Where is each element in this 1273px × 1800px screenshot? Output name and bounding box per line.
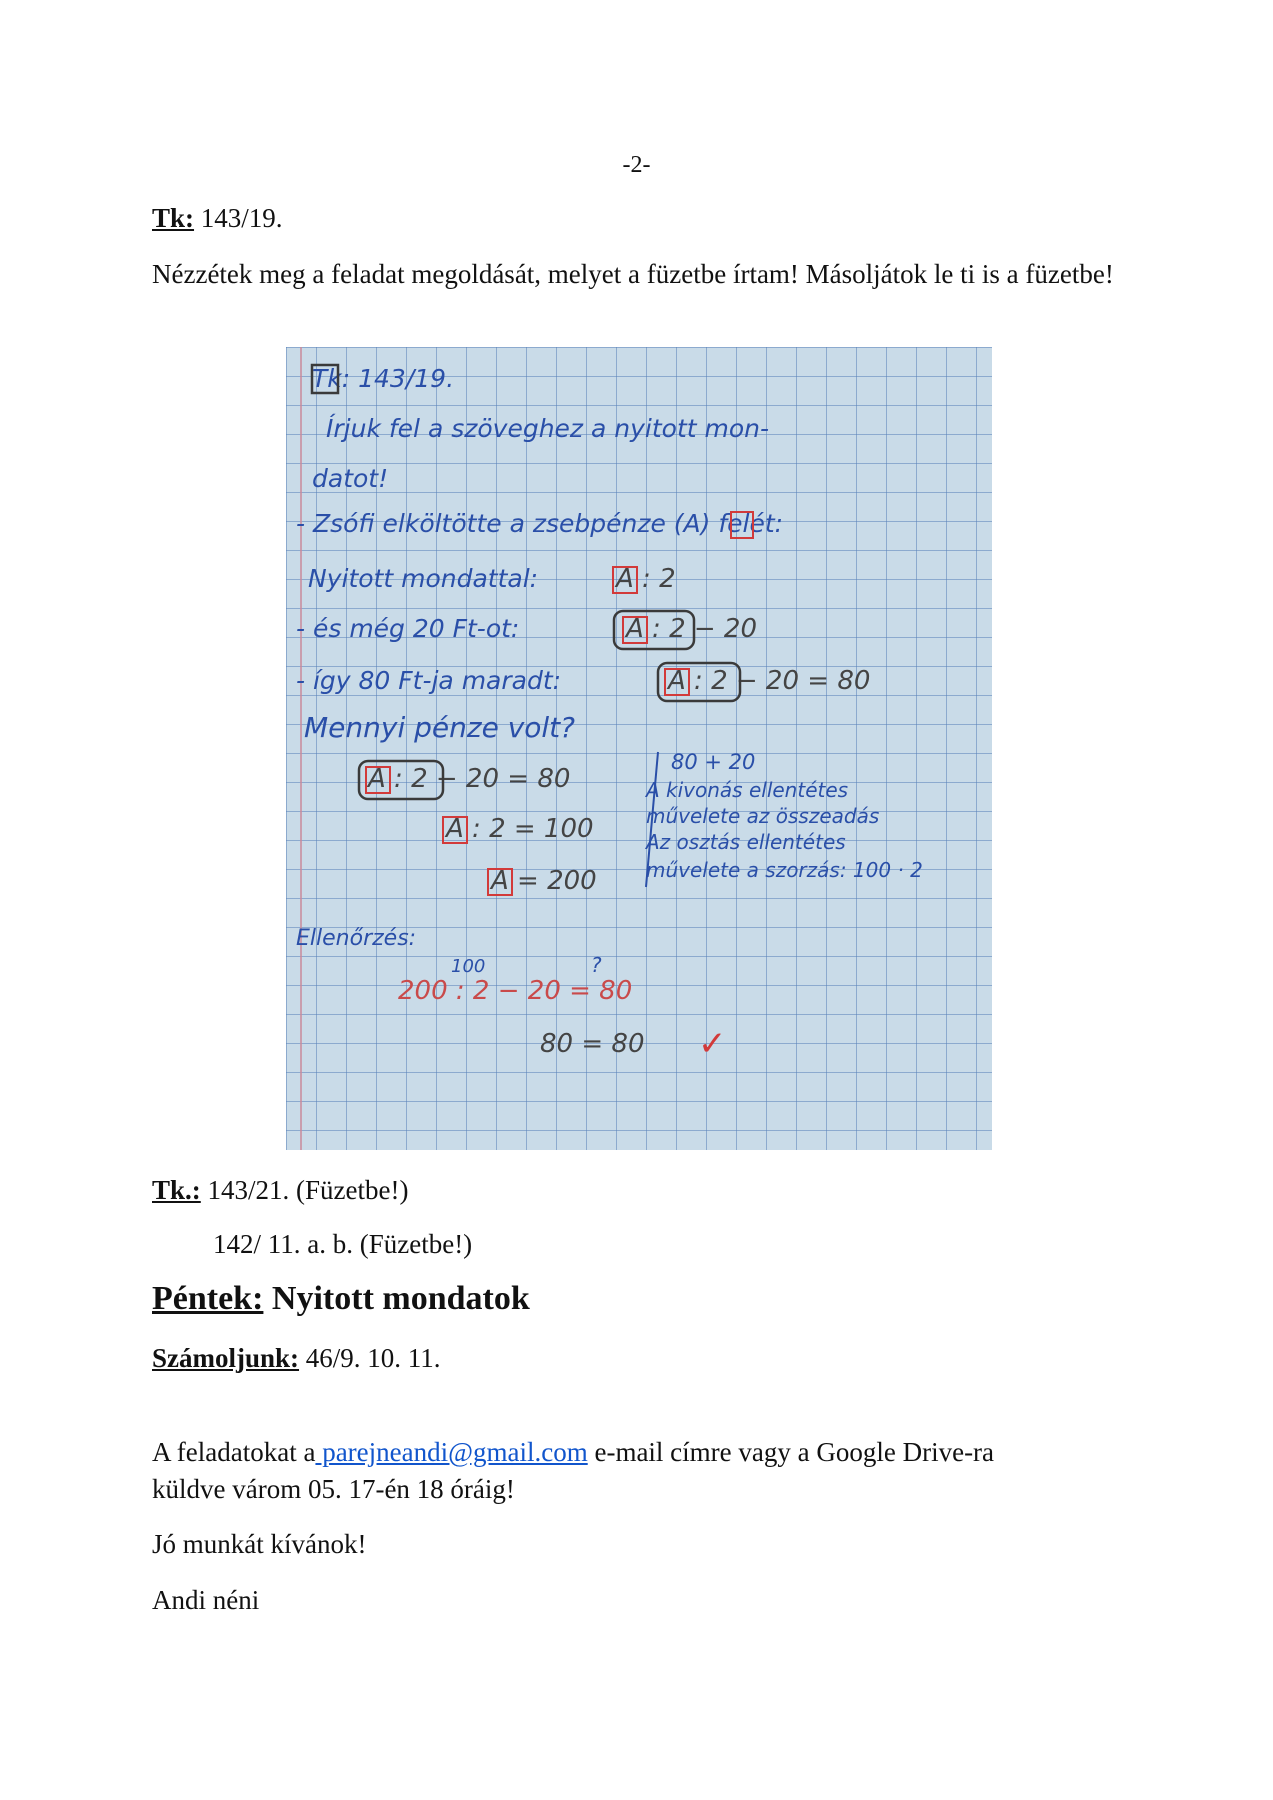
nb-step-3-label: - és még 20 Ft-ot: (296, 614, 520, 643)
nb-step-2-label: Nyitott mondattal: (308, 564, 539, 593)
friday-title: Nyitott mondatok (263, 1280, 530, 1317)
closing-line-1 (152, 1434, 994, 1471)
closing-after-link: e-mail címre vagy a Google Drive-ra (587, 1437, 995, 1467)
nb-check-eq: 200 : 2 − 20 = 80 (398, 976, 633, 1006)
nb-eq-1: A : 2 − 20 = 80 (368, 764, 571, 794)
nb-check-label: Ellenőrzés: (296, 926, 417, 951)
nb-note-1: 80 + 20 (671, 750, 756, 774)
nb-check-top-1: 100 (451, 956, 486, 977)
friday-label: Péntek: (152, 1280, 264, 1317)
tk-value: 143/19. (194, 203, 283, 233)
nb-step-1: - Zsófi elköltötte a zsebpénze (A) felét: (296, 509, 784, 538)
nb-note-3: művelete az összeadás (646, 804, 880, 828)
nb-step-2-expr: A : 2 (616, 564, 676, 594)
nb-eq-3: A = 200 (491, 866, 597, 896)
nb-title: Tk: 143/19. (312, 364, 455, 393)
nb-check-top-2: ? (591, 953, 602, 977)
page-number: -2- (622, 152, 651, 178)
szamoljunk-label: Számoljunk: (152, 1343, 300, 1373)
nb-note-4: Az osztás ellentétes (646, 830, 846, 854)
nb-step-4-label: - így 80 Ft-ja maradt: (296, 666, 562, 695)
nb-instruction-1: Írjuk fel a szöveghez a nyitott mon- (326, 414, 770, 443)
friday-heading (152, 1280, 530, 1317)
tk2-value: 143/21. (Füzetbe!) (200, 1175, 409, 1205)
tk-reference-1 (152, 200, 283, 237)
nb-note-5: művelete a szorzás: 100 · 2 (646, 858, 923, 882)
nb-note-2: A kivonás ellentétes (646, 778, 849, 802)
email-link[interactable]: parejneandi@gmail.com (315, 1437, 588, 1467)
notebook-photo (286, 347, 992, 1150)
intro-text: Nézzétek meg a feladat megoldását, melyet a füzetbe írtam! Másoljátok le ti is a füzetbe! (152, 259, 1114, 289)
signature: Andi néni (152, 1585, 260, 1615)
nb-eq-2: A : 2 = 100 (446, 814, 594, 844)
nb-instruction-2: datot! (312, 464, 389, 493)
nb-step-3-expr: A : 2 − 20 (626, 614, 758, 644)
wish-text: Jó munkát kívánok! (152, 1529, 367, 1559)
szamoljunk-value: 46/9. 10. 11. (299, 1343, 441, 1373)
closing-line-2: küldve várom 05. 17-én 18 óráig! (152, 1474, 515, 1504)
nb-question: Mennyi pénze volt? (304, 711, 576, 744)
nb-check-result: 80 = 80 (540, 1029, 645, 1059)
nb-step-4-expr: A : 2 − 20 = 80 (668, 666, 871, 696)
tk2-label: Tk.: (152, 1175, 201, 1205)
tk-reference-2-line2: 142/ 11. a. b. (Füzetbe!) (213, 1229, 473, 1259)
tk-reference-2 (152, 1172, 408, 1209)
handwriting (286, 347, 992, 1150)
tk-label: Tk: (152, 203, 195, 233)
closing-before-link: A feladatokat a (152, 1437, 316, 1467)
check-mark: ✓ (698, 1024, 727, 1064)
szamoljunk-line (152, 1340, 441, 1377)
